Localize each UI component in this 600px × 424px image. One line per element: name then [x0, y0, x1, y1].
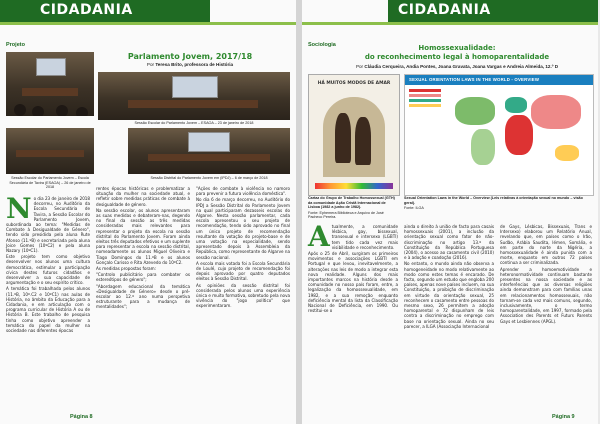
paragraph: tualmente, a comunidade lésbica, gay, bissexual, transexual e intersexo (LGBTI) tem tido cada vez mais visibilidade e reconhecimento.	[331, 224, 398, 250]
text-column-1	[6, 192, 91, 414]
legend-swatch-pink	[409, 94, 441, 97]
section-label: Sociologia	[308, 42, 336, 48]
poster-rainbow-strip	[315, 183, 393, 189]
left-page	[0, 0, 296, 424]
poster-title: HÁ MUITOS MODOS DE AMAR	[317, 81, 391, 86]
map-region-asia	[531, 95, 581, 129]
header-title: CIDADANIA	[40, 2, 133, 18]
right-page	[302, 0, 598, 424]
paragraph: rentes épocas históricas e problematizar a situação da mulher na sociedade atual, e refletir sobre medidas práticas de combate à desigualdade de género.	[96, 186, 190, 207]
paragraph: "Abordagem educacional da temática «Desigualdade de Género» desde o pré-escolar ao 12.º ano numa perspetiva estruturante para a mudança de mentalidades";	[96, 283, 190, 310]
audience-head	[76, 107, 88, 116]
audience-head	[56, 105, 68, 116]
text-column-3	[500, 224, 592, 414]
map-region-americas-north	[455, 97, 495, 125]
poster-figure	[335, 113, 351, 163]
page-number: Página 9	[552, 414, 575, 420]
map-region-africa	[505, 115, 533, 155]
map-legend	[409, 89, 449, 109]
map-region-oceania	[555, 145, 579, 161]
caption-map-source: Fonte: ILGA	[404, 206, 424, 210]
page-number: Página 8	[70, 414, 93, 420]
paragraph: A escola mais votada foi a Escola Secundária de Loulé, cujo projeto de recomendação foi depois aprovado por quatro deputados eleitos à Sessão Distrital.	[196, 260, 290, 282]
caption-poster	[308, 196, 398, 220]
text-column-1	[308, 220, 398, 414]
legend-swatch-red	[409, 89, 441, 92]
caption-poster-text: Cartaz do Grupo de Trabalho Homossexual (GTH) da comunidade Ação Cristã Internacional de Lisboa (1982 a junho de 1982).	[308, 196, 395, 209]
photo-school-session-2	[6, 128, 94, 174]
presiding-table	[16, 150, 84, 157]
map-region-americas-south	[471, 129, 495, 165]
article-title-line-2: do reconhecimento legal à homoparentalidade	[364, 53, 550, 61]
paragraph: As opiniões da sessão distrital foi considerada pelos alunos uma experiência única e muito formativa, sobretudo pela nova vivência do "jogo político" que experimentaram.	[196, 282, 290, 309]
paragraph: Aprender a homoemotividade e heteronormatividade continuam bastante presentes na nossa sociedade e as interferências que as diversas religiões ainda demonstram para com famílias unas em relacionamentos homossexuais, não tornam-se cada vez mais comuns, segundo, inclusivamente, o termo homoparentalidade, em 1997, formado pela Association des Parents et Futurs Parents Gays et Lesbiennes (APGL).	[500, 266, 592, 324]
paragraph: "Ações de combate à violência no namoro para prevenir a futura violência doméstica".	[196, 186, 290, 197]
map-title: SEXUAL ORIENTATION LAWS IN THE WORLD - OVERVIEW	[409, 77, 540, 82]
paragraph: de Gays, Lésbicas, Bissexuais, Trans e Intersexo) elaborou um Relatório Anual, revelando que, em países como o Irão, Sudão, Arábia Saudita, Iémen, Somália, e em parte do norte da Nigéria, a homossexualidade é ainda punida com a morte, enquanto em outros 72 países continua a ser criminalizada.	[500, 224, 592, 266]
paragraph: ainda o direito à união de facto para casais homossexuais (2001), a inclusão da orientação sexual como fator de não-discriminação no artigo 13.º da Constituição da República Portuguesa (2004), o acesso ao casamento civil (2010) e à adoção e coadoção (2016).	[404, 224, 494, 261]
header-rule	[302, 22, 598, 25]
section-label: Projeto	[6, 42, 25, 48]
byline-prefix: Por	[146, 62, 155, 67]
map-region-europe	[505, 97, 527, 113]
legend-swatch-yellow	[409, 104, 441, 107]
audience-head	[14, 104, 26, 116]
header-rule	[0, 22, 296, 25]
projection-screen	[172, 76, 218, 98]
paragraph: o dia 23 de janeiro de 2018 decorreu, no Auditório da Escola Secundária de Tavira, a Sessão Escolar do Parlamento Jovem, subordinada ao tema: "Medidas de Combate à Desigualdade de Género", tendo sido presidida pela aluna Rute Afonso (11.ºB) e secretariada pela aluna Joice Gomes (10ºC2) e pela aluna Nazary (10ºC1).	[6, 196, 91, 254]
projection-screen	[188, 132, 230, 152]
byline	[322, 64, 592, 69]
byline-prefix: Por	[355, 64, 364, 69]
text-column-3	[196, 186, 290, 414]
caption-map-text: Sexual Orientation Laws in the World – Overview (Leis relativas à orientação sexual no mundo – visão geral).	[404, 196, 583, 205]
caption-poster-source: Fonte: Ephemera Biblioteca e Arquivo de José Pacheco Pereira.	[308, 210, 384, 219]
poster-arch	[323, 97, 385, 177]
presiding-table	[148, 154, 270, 161]
audience-head	[32, 106, 44, 116]
paragraph: Na sessão escolar, os alunos apresentaram as suas medidas e debateram-nas, degendo no final da sessão as três medidas consideradas mais relevantes para representar o projeto da escola na sessão distrital do Parlamento Jovem. Foram ainda eleitos três deputados efetivos e um suplente para representar a escola na sessão distrital, nomeadamente os alunos Miguel Oliveira e Tiago Domingos do 11.ºB e os alunos Gonçalo Carisso e Rita Azevedo do 10ºC2.	[96, 207, 190, 265]
article-title-line-1: Homossexualidade:	[418, 44, 496, 52]
legend-swatch-green	[409, 99, 441, 102]
photo-school-session	[6, 52, 94, 116]
drop-cap: N	[6, 192, 32, 225]
presiding-table	[22, 88, 78, 96]
paragraph: Este projeto tem como objetivo desenvolver nos alunos uma cultura democrática, estimular a participação cívica destes futuros cidadãos e desenvolver a sua capacidade de argumentação e o seu espírito crítico.	[6, 254, 90, 286]
text-column-2	[96, 186, 190, 414]
article-title: Parlamento Jovem, 2017/18	[127, 52, 253, 61]
caption-bottom-right: Sessão Distrital do Parlamento Jovem em (IPDJ) – 6 de março de 2018	[150, 176, 268, 180]
projection-screen	[36, 58, 66, 76]
paragraph: A temática foi trabalhada pelos alunos (11.ºB, 10º.C2 e 10ºC1) nas aulas de História, no âmbito da Educação para a Cidadania, e em articulação com o programa curricular de História A ou de História B. Este trabalho de pesquisa tinha como objetivo apreender a temática do papel da mulher na sociedade nas diferentes épocas	[6, 286, 90, 334]
paragraph: Após o 25 de Abril, surgiram os primeiros movimentos e associações LGBTI em Portugal e que levou, inevitavelmente, a alterações nas leis de modo a integrar esta nova realidade. Alguns dos mais importantes marcos na história desde a comunidade no nosso país foram, entre, a legalização da homossexualidade, em 1982, e a sua remoção enquanto deficiência mental da lista da Classificação Nacional de Deficiência, em 1990. Ou restitui-se o	[308, 251, 398, 314]
caption-top: Sessão Escolar do Parlamento Jovem – ESAOA – 23 de janeiro de 2018	[134, 121, 254, 125]
photo-auditorium	[98, 72, 290, 120]
drop-cap: A	[308, 220, 330, 253]
poster-figure	[355, 117, 371, 165]
poster-image	[308, 74, 400, 196]
paragraph: As medidas propostas foram:	[96, 266, 157, 272]
paragraph: "Controlo publicitário para combater os estereótipos de género";	[96, 272, 190, 283]
caption-map	[404, 196, 592, 211]
byline-author: Teresa Brito, professora de História	[155, 62, 234, 67]
paragraph: No dia 6 de março decorreu, no Auditório do IPDJ a Sessão Distrital do Parlamento Jovem na qual participaram dezasseis escolas do Algarve. Nesta sessão parlamentar, cada escola apresentou o seu projeto de recomendação, tendo sido aprovado no final um único projeto de recomendação resultante da votação do projeto-base e de uma votação na especialidade, sendo apresentado depois à Assembleia da República, como representante do Algarve na sessão nacional.	[196, 197, 290, 260]
photo-district-session	[128, 128, 290, 174]
world-map-image	[404, 74, 594, 196]
header-title: CIDADANIA	[398, 2, 491, 18]
caption-bottom-left: Sessão Escolar do Parlamento Jovem – Escola Secundária de Tavira (ESAOA) – 26 de janeiro de 2018	[9, 176, 91, 189]
presiding-table	[128, 100, 258, 108]
byline-author: Cláudia Cerqueira, Andia Pontes, Joana Gravata, Joana Vargas e Andreia Almeida, 12.º D	[364, 64, 559, 69]
text-column-2	[404, 224, 494, 414]
paragraph: No entanto, o mundo ainda não observa a homogeneidade no modo relativamente ao modo como estes temas é encarado. De facto, segundo um estudo que engloba 200 países, apenas nove países incluem, na sua Constituição, a proibição de discriminação em virtude da orientação sexual, 25 reconhecem o casamento entre pessoas do mesmo sexo, 26 permitem a adoção homoparental e 72 dispunham de leis contra a discriminação no emprego com base na orientação sexual. Ainda no seu parecer, a ILGA (Associação Internacional	[404, 261, 494, 329]
byline	[90, 62, 290, 67]
